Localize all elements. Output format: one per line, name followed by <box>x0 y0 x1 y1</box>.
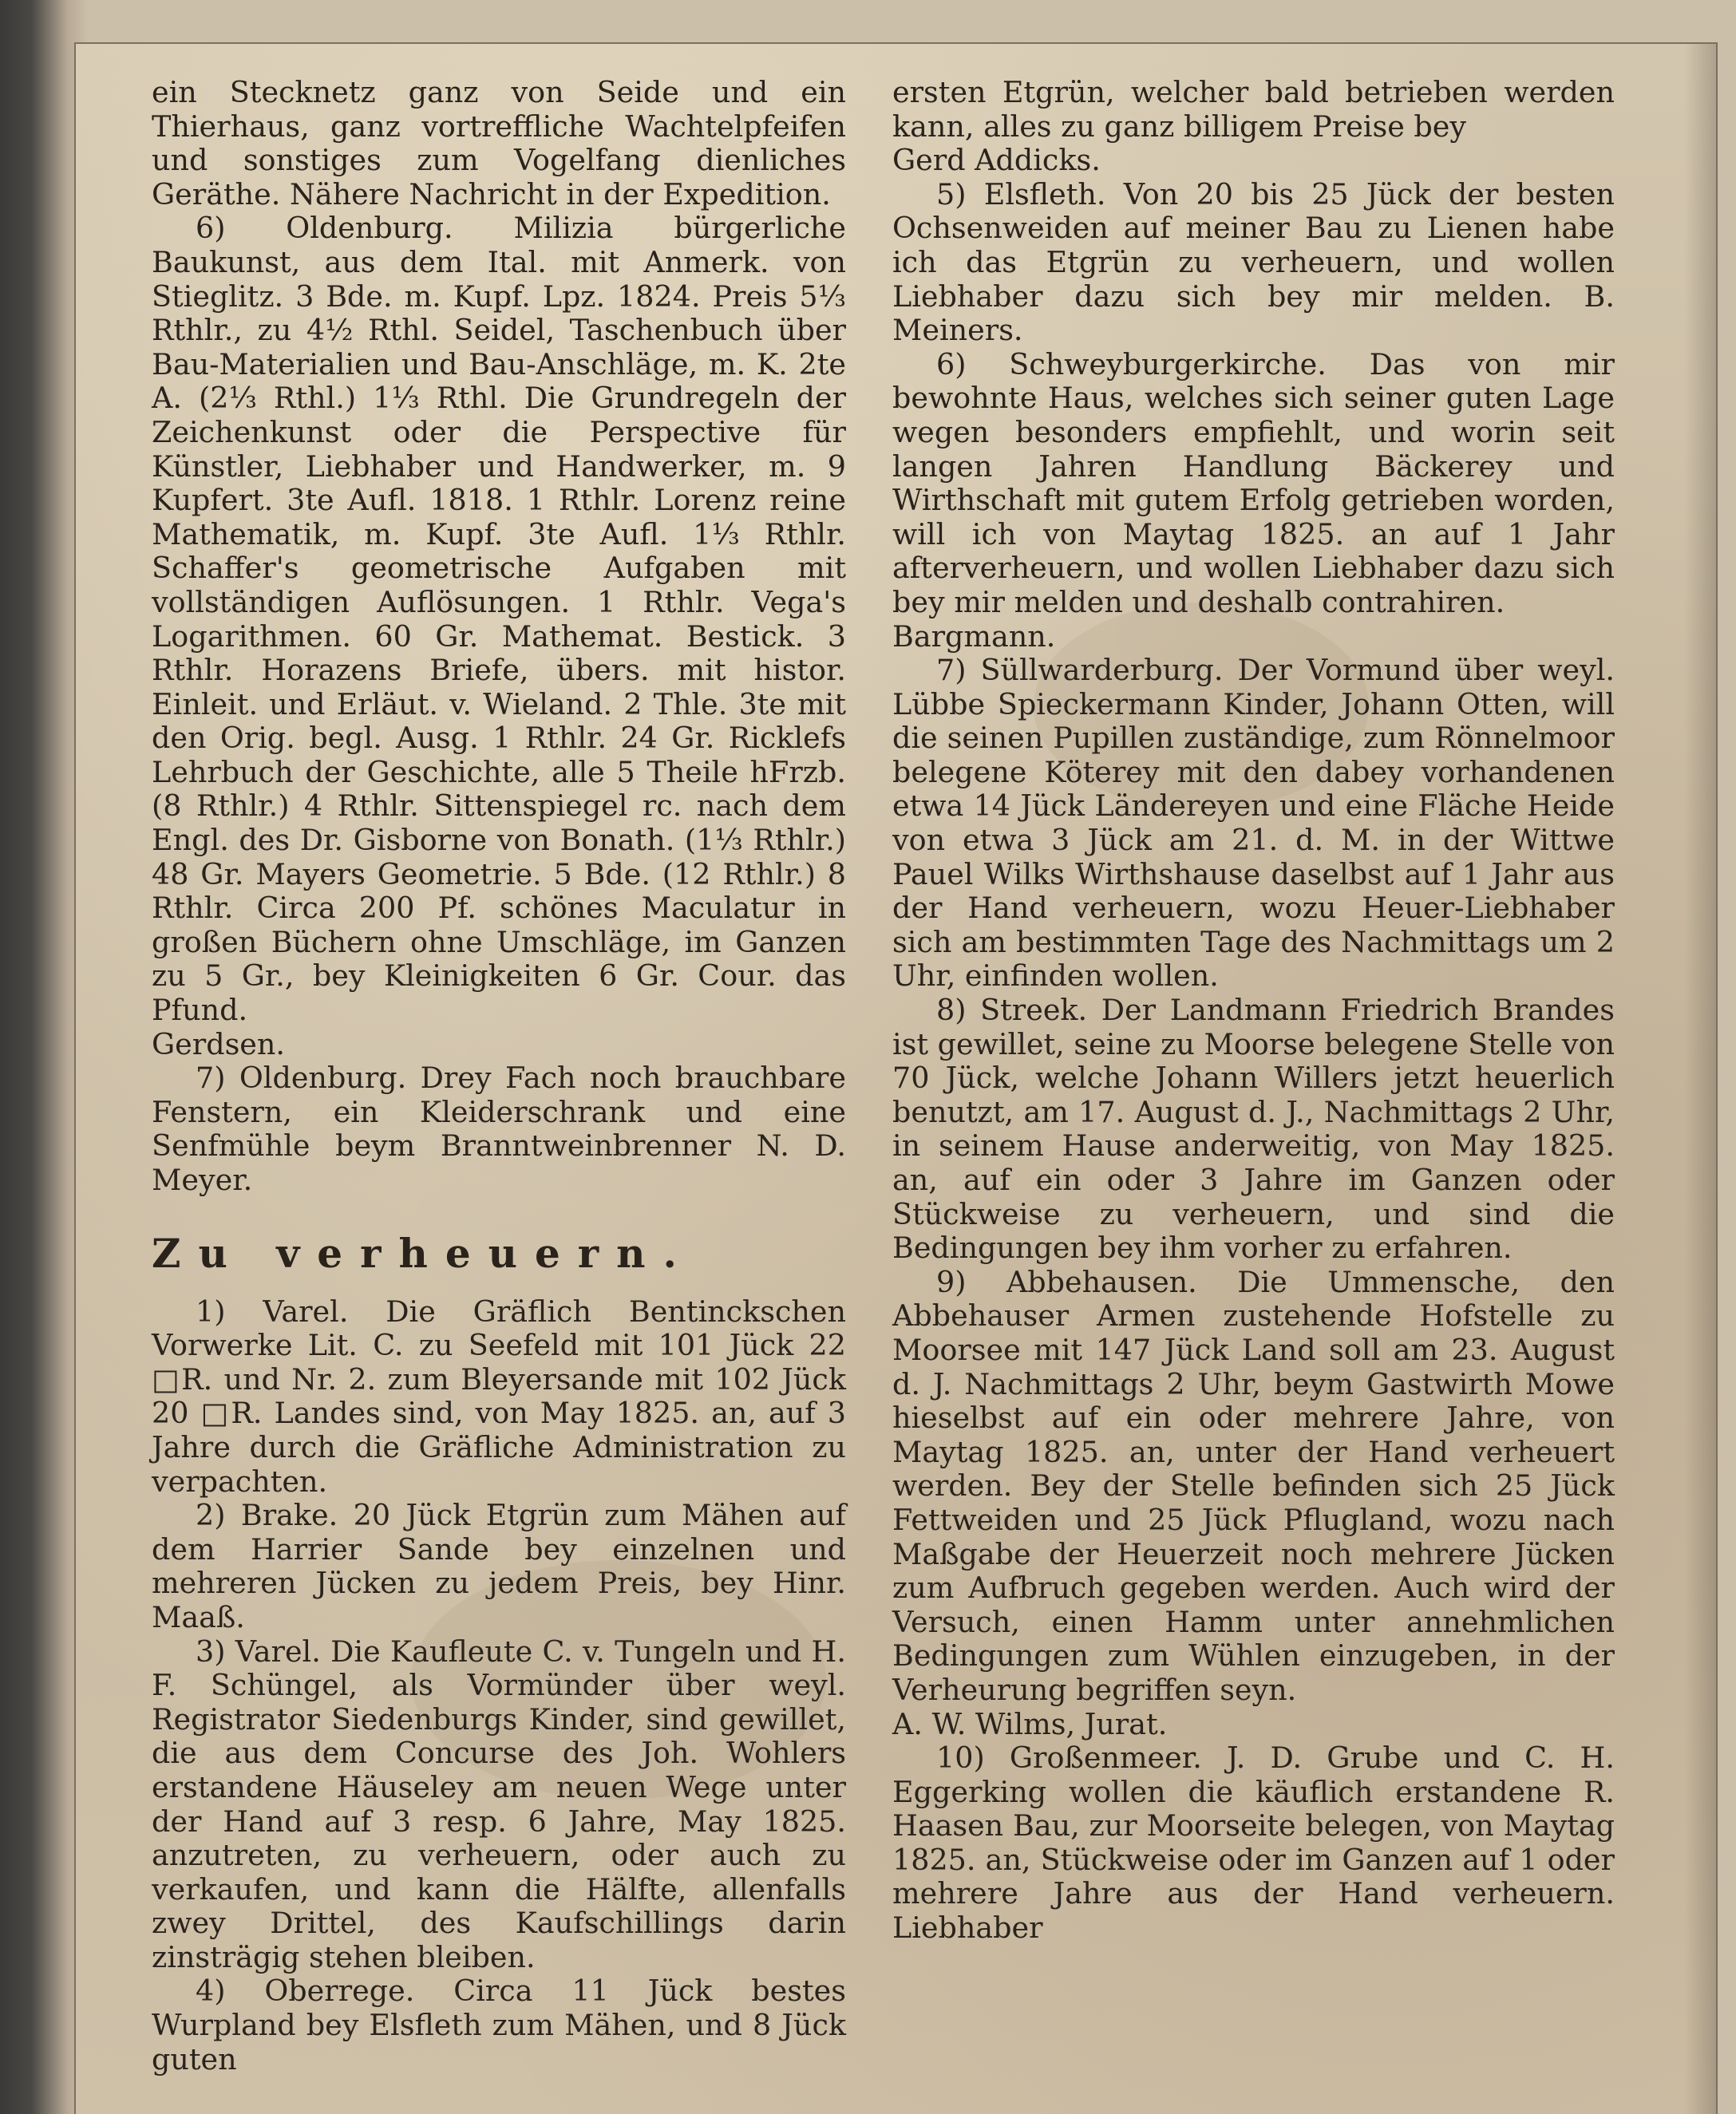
paragraph-continued: ein Stecknetz ganz von Seide und ein Thierhaus, ganz vortreffliche Wachtelpfeifen und sonstiges zum Vogelfang dienliches Geräthe. Nähere Nachricht in der Expedition. <box>152 75 846 211</box>
entry-2-brake: 2) Brake. 20 Jück Etgrün zum Mähen auf dem Harrier Sande bey einzelnen und mehreren Jücken zu jedem Preis, bey Hinr. Maaß. <box>152 1498 846 1634</box>
entry-10-grossenmeer: 10) Großenmeer. J. D. Grube und C. H. Eggerking wollen die käuflich erstandene R. Haasen Bau, zur Moorseite belegen, von Maytag 1825. an, Stückweise oder im Ganzen auf 1 oder mehrere Jahre aus der Hand verheuern. Liebhaber <box>892 1741 1615 1946</box>
section-heading: Zu verheuern. <box>152 1229 694 1277</box>
entry-6-oldenburg: 6) Oldenburg. Milizia bürgerliche Baukunst, aus dem Ital. mit Anmerk. von Stieglitz. 3 Bde. m. Kupf. Lpz. 1824. Preis 5⅓ Rthlr., zu 4½ Rthl. Seidel, Taschenbuch über Bau-Materialien und Bau-Anschläge, m. K. 2te A. (2⅓ Rthl.) 1⅓ Rthl. Die Grundregeln der Zeichenkunst oder die Perspective für Künstler, Liebhaber und Handwerker, m. 9 Kupfert. 3te Aufl. 1818. 1 Rthlr. Lorenz reine Mathematik, m. Kupf. 3te Aufl. 1⅓ Rthlr. Schaffer's geometrische Aufgaben mit vollständigen Auflösungen. 1 Rthlr. Vega's Logarithmen. 60 Gr. Mathemat. Bestick. 3 Rthlr. Horazens Briefe, übers. mit histor. Einleit. und Erläut. v. Wieland. 2 Thle. 3te mit den Orig. begl. Ausg. 1 Rthlr. 24 Gr. Ricklefs Lehrbuch der Geschichte, alle 5 Theile hFrzb. (8 Rthlr.) 4 Rthlr. Sittenspiegel rc. nach dem Engl. des Dr. Gisborne von Bonath. (1⅓ Rthlr.) 48 Gr. Mayers Geometrie. 5 Bde. (12 Rthlr.) 8 Rthlr. Circa 200 Pf. schönes Maculatur in großen Büchern ohne Umschläge, im Ganzen zu 5 Gr., bey Kleinigkeiten 6 Gr. Cour. das Pfund. <box>152 211 846 1028</box>
paragraph-continued: ersten Etgrün, welcher bald betrieben werden kann, alles zu ganz billigem Preise bey <box>892 75 1615 144</box>
entry-6-schweyburgerkirche: 6) Schweyburgerkirche. Das von mir bewohnte Haus, welches sich seiner guten Lage wegen besonders empfiehlt, und worin seit langen Jahren Handlung Bäckerey und Wirthschaft mit gutem Erfolg getrieben worden, will ich von Maytag 1825. an auf 1 Jahr afterverheuern, und wollen Liebhaber dazu sich bey mir melden und deshalb contrahiren. <box>892 346 1615 619</box>
entry-8-streek: 8) Streek. Der Landmann Friedrich Brandes ist gewillet, seine zu Moorse belegene Stelle von 70 Jück, welche Johann Willers jetzt heuerlich benutzt, am 17. August d. J., Nachmittags 2 Uhr, in seinem Hause anderweitig, von May 1825. an, auf ein oder 3 Jahre im Ganzen oder Stückweise zu verheuern, und sind die Bedingungen bey ihm vorher zu erfahren. <box>892 993 1615 1266</box>
entry-7-oldenburg: 7) Oldenburg. Drey Fach noch brauchbare Fenstern, ein Kleiderschrank und eine Senfmühle beym Branntweinbrenner N. D. Meyer. <box>152 1061 846 1197</box>
signature: A. W. Wilms, Jurat. <box>892 1706 1168 1741</box>
entry-5-elsfleth: 5) Elsfleth. Von 20 bis 25 Jück der besten Ochsenweiden auf meiner Bau zu Lienen habe ich das Etgrün zu verheuern, und wollen Liebhaber dazu sich bey mir melden. B. Meiners. <box>892 176 1615 348</box>
entry-4-oberrege: 4) Oberrege. Circa 11 Jück bestes Wurpland bey Elsfleth zum Mähen, und 8 Jück guten <box>152 1974 846 2076</box>
entry-7-suellwarderburg: 7) Süllwarderburg. Der Vormund über weyl. Lübbe Spieckermann Kinder, Johann Otten, will die seinen Pupillen zuständige, zum Rönnelmoor belegene Köterey mit den dabey vorhandenen etwa 14 Jück Ländereyen und eine Fläche Heide von etwa 3 Jück am 21. d. M. in der Wittwe Pauel Wilks Wirthshause daselbst auf 1 Jahr aus der Hand verheuern, wozu Heuer-Liebhaber sich am bestimmten Tage des Nachmittags um 2 Uhr, einfinden wollen. <box>892 653 1615 994</box>
right-column <box>892 76 1615 1946</box>
left-column <box>152 76 846 2076</box>
signature: Gerd Addicks. <box>892 143 1101 178</box>
signature: Bargmann. <box>892 618 1056 654</box>
entry-3-varel: 3) Varel. Die Kaufleute C. v. Tungeln und H. F. Schüngel, als Vormünder über weyl. Registrator Siedenburgs Kinder, sind gewillet, die aus dem Concurse des Joh. Wohlers erstandene Häuseley am neuen Wege unter der Hand auf 3 resp. 6 Jahre, May 1825. anzutreten, zu verheuern, oder auch zu verkaufen, und kann die Hälfte, allenfalls zwey Drittel, des Kaufschillings darin zinsträgig stehen bleiben. <box>152 1634 846 1974</box>
entry-9-abbehausen: 9) Abbehausen. Die Ummensche, den Abbehauser Armen zustehende Hofstelle zu Moorsee mit 147 Jück Land soll am 23. August d. J. Nachmittags 2 Uhr, beym Gastwirth Mowe hieselbst auf ein oder mehrere Jahre, von Maytag 1825. an, unter der Hand verheuert werden. Bey der Stelle befinden sich 25 Jück Fettweiden und 25 Jück Pflugland, wozu nach Maßgabe der Heuerzeit noch mehrere Jücken zum Aufbruch gegeben werden. Auch wird der Versuch, einen Hamm unter annehmlichen Bedingungen zum Wühlen einzugeben, in der Verheurung begriffen seyn. <box>892 1264 1615 1707</box>
entry-1-varel: 1) Varel. Die Gräflich Bentinckschen Vorwerke Lit. C. zu Seefeld mit 101 Jück 22 □R. und Nr. 2. zum Bleyersande mit 102 Jück 20 □R. Landes sind, von May 1825. an, auf 3 Jahre durch die Gräfliche Administration zu verpachten. <box>152 1294 846 1499</box>
page-edge-shadow <box>1684 44 1716 2114</box>
signature: Gerdsen. <box>152 1026 286 1061</box>
